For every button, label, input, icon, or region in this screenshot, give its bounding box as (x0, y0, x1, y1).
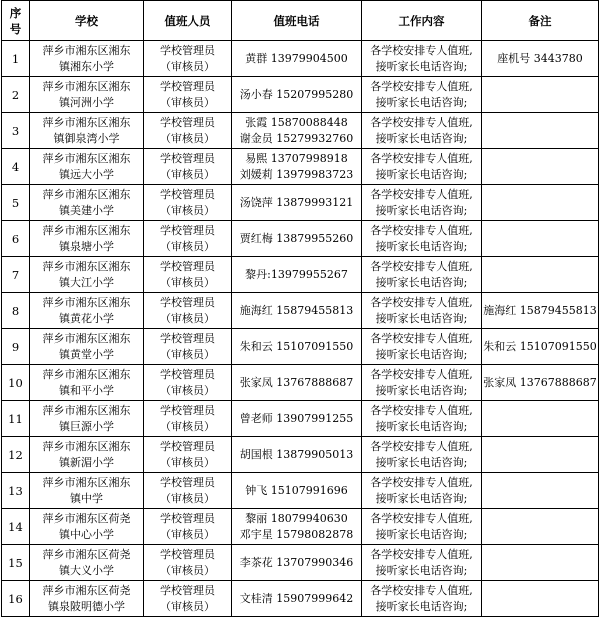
cell-work-line: 接听家长电话咨询; (375, 203, 468, 217)
cell-work (362, 437, 482, 473)
cell-index: 5 (2, 185, 30, 221)
cell-work-line: 接听家长电话咨询; (375, 419, 468, 433)
cell-school (30, 293, 144, 329)
cell-phone-line: 张家凤 13767888687 (239, 375, 354, 389)
cell-staff-line: （审核员） (160, 167, 215, 181)
cell-work-line: 接听家长电话咨询; (375, 95, 468, 109)
cell-phone-line: 汤饶萍 13879993121 (239, 195, 354, 209)
cell-phone-line: 张霞 15870088448 (245, 115, 348, 129)
cell-notes (482, 401, 599, 437)
cell-index: 8 (2, 293, 30, 329)
cell-school-line: 萍乡市湘东区荷尧 (42, 511, 131, 525)
cell-school (30, 401, 144, 437)
cell-staff-line: （审核员） (160, 383, 215, 397)
cell-school-line: 萍乡市湘东区湘东 (42, 295, 131, 309)
cell-work (362, 581, 482, 617)
cell-school-line: 萍乡市湘东区湘东 (42, 403, 131, 417)
cell-notes (482, 437, 599, 473)
cell-school-line: 萍乡市湘东区荷尧 (42, 547, 131, 561)
cell-work-line: 各学校安排专人值班, (370, 439, 473, 453)
cell-phone (232, 329, 362, 365)
cell-index: 4 (2, 149, 30, 185)
cell-school (30, 437, 144, 473)
cell-school (30, 257, 144, 293)
header-school: 学校 (30, 1, 144, 41)
cell-school-line: 萍乡市湘东区湘东 (42, 187, 131, 201)
cell-staff-line: 学校管理员 (160, 223, 215, 237)
cell-phone-line: 贾红梅 13879955260 (239, 231, 354, 245)
cell-school (30, 329, 144, 365)
cell-staff-line: （审核员） (160, 527, 215, 541)
cell-phone-line: 汤小春 15207995280 (239, 87, 354, 101)
cell-staff-line: 学校管理员 (160, 331, 215, 345)
header-index-line: 序 (9, 5, 22, 20)
cell-work-line: 接听家长电话咨询; (375, 455, 468, 469)
cell-work-line: 接听家长电话咨询; (375, 131, 468, 145)
cell-school-line: 镇黄花小学 (59, 311, 114, 325)
cell-notes: 施海红 15879455813 (482, 293, 599, 329)
header-notes: 备注 (482, 1, 599, 41)
cell-staff-line: 学校管理员 (160, 115, 215, 129)
cell-school-line: 镇中心小学 (59, 527, 114, 541)
cell-work-line: 各学校安排专人值班, (370, 583, 473, 597)
cell-notes (482, 473, 599, 509)
cell-notes: 座机号 3443780 (482, 41, 599, 77)
cell-staff (144, 221, 232, 257)
cell-staff-line: 学校管理员 (160, 511, 215, 525)
cell-work-line: 各学校安排专人值班, (370, 151, 473, 165)
cell-work (362, 149, 482, 185)
table-row (2, 41, 599, 77)
cell-school-line: 镇大义小学 (59, 563, 114, 577)
cell-work-line: 各学校安排专人值班, (370, 187, 473, 201)
cell-staff-line: （审核员） (160, 347, 215, 361)
cell-school-line: 萍乡市湘东区荷尧 (42, 583, 131, 597)
cell-staff-line: 学校管理员 (160, 151, 215, 165)
cell-work (362, 257, 482, 293)
cell-school (30, 77, 144, 113)
cell-staff (144, 41, 232, 77)
cell-notes: 张家凤 13767888687 (482, 365, 599, 401)
cell-notes (482, 77, 599, 113)
cell-work (362, 401, 482, 437)
cell-index: 1 (2, 41, 30, 77)
cell-phone-line: 朱和云 15107091550 (239, 339, 354, 353)
cell-school (30, 509, 144, 545)
cell-staff (144, 509, 232, 545)
cell-notes (482, 581, 599, 617)
cell-staff-line: 学校管理员 (160, 79, 215, 93)
header-index-line: 号 (9, 21, 22, 36)
cell-work-line: 接听家长电话咨询; (375, 527, 468, 541)
cell-notes (482, 113, 599, 149)
header-staff: 值班人员 (144, 1, 232, 41)
cell-index: 6 (2, 221, 30, 257)
cell-school-line: 镇湘东小学 (59, 59, 114, 73)
cell-school (30, 581, 144, 617)
cell-work-line: 各学校安排专人值班, (370, 115, 473, 129)
cell-phone (232, 149, 362, 185)
cell-school-line: 镇泉陂明德小学 (48, 599, 125, 613)
cell-school-line: 镇远大小学 (59, 167, 114, 181)
cell-phone (232, 41, 362, 77)
table-row (2, 257, 599, 293)
table-row (2, 221, 599, 257)
table-row (2, 401, 599, 437)
cell-school-line: 萍乡市湘东区湘东 (42, 223, 131, 237)
cell-index: 12 (2, 437, 30, 473)
cell-work-line: 接听家长电话咨询; (375, 59, 468, 73)
cell-phone (232, 185, 362, 221)
table-row (2, 473, 599, 509)
cell-work-line: 各学校安排专人值班, (370, 295, 473, 309)
cell-work (362, 41, 482, 77)
cell-work (362, 329, 482, 365)
cell-phone-line: 李茶花 13707990346 (239, 555, 354, 569)
cell-phone (232, 77, 362, 113)
table-row (2, 149, 599, 185)
cell-index: 15 (2, 545, 30, 581)
cell-phone (232, 221, 362, 257)
cell-staff (144, 77, 232, 113)
cell-phone (232, 113, 362, 149)
cell-staff (144, 365, 232, 401)
cell-school-line: 镇御泉湾小学 (53, 131, 120, 145)
table-row (2, 365, 599, 401)
cell-work-line: 各学校安排专人值班, (370, 79, 473, 93)
cell-phone-line: 黎丽 18079940630 (245, 511, 348, 525)
cell-phone (232, 437, 362, 473)
cell-school-line: 萍乡市湘东区湘东 (42, 79, 131, 93)
cell-school-line: 镇新湄小学 (59, 455, 114, 469)
table-row (2, 185, 599, 221)
cell-school (30, 41, 144, 77)
cell-work-line: 各学校安排专人值班, (370, 43, 473, 57)
cell-work-line: 各学校安排专人值班, (370, 547, 473, 561)
cell-work-line: 接听家长电话咨询; (375, 167, 468, 181)
cell-phone (232, 509, 362, 545)
header-index (2, 1, 30, 41)
cell-phone-line: 钟飞 15107991696 (245, 483, 348, 497)
cell-notes (482, 545, 599, 581)
cell-staff (144, 113, 232, 149)
cell-school (30, 365, 144, 401)
cell-index: 3 (2, 113, 30, 149)
cell-work-line: 各学校安排专人值班, (370, 259, 473, 273)
cell-staff-line: 学校管理员 (160, 403, 215, 417)
table-row (2, 113, 599, 149)
cell-school-line: 镇中学 (70, 491, 103, 505)
cell-phone (232, 401, 362, 437)
cell-index: 13 (2, 473, 30, 509)
table-row (2, 437, 599, 473)
cell-phone-line: 易熙 13707998918 (245, 151, 348, 165)
cell-phone (232, 257, 362, 293)
cell-notes: 朱和云 15107091550 (482, 329, 599, 365)
cell-work-line: 接听家长电话咨询; (375, 383, 468, 397)
cell-work-line: 各学校安排专人值班, (370, 367, 473, 381)
cell-school (30, 185, 144, 221)
cell-school-line: 萍乡市湘东区湘东 (42, 331, 131, 345)
cell-school-line: 萍乡市湘东区湘东 (42, 259, 131, 273)
cell-staff-line: 学校管理员 (160, 475, 215, 489)
cell-staff-line: 学校管理员 (160, 547, 215, 561)
cell-school-line: 萍乡市湘东区湘东 (42, 367, 131, 381)
cell-index: 14 (2, 509, 30, 545)
cell-work-line: 接听家长电话咨询; (375, 347, 468, 361)
cell-phone-line: 黄群 13979904500 (245, 51, 348, 65)
cell-staff-line: 学校管理员 (160, 259, 215, 273)
cell-phone (232, 365, 362, 401)
cell-work-line: 接听家长电话咨询; (375, 491, 468, 505)
cell-staff (144, 473, 232, 509)
cell-index: 9 (2, 329, 30, 365)
cell-work (362, 473, 482, 509)
duty-schedule-table (1, 0, 599, 617)
header-phone: 值班电话 (232, 1, 362, 41)
cell-work-line: 各学校安排专人值班, (370, 403, 473, 417)
cell-staff-line: （审核员） (160, 203, 215, 217)
cell-phone-line: 曾老师 13907991255 (239, 411, 354, 425)
cell-index: 11 (2, 401, 30, 437)
cell-index: 2 (2, 77, 30, 113)
cell-index: 10 (2, 365, 30, 401)
cell-staff-line: （审核员） (160, 455, 215, 469)
cell-staff-line: 学校管理员 (160, 295, 215, 309)
cell-phone (232, 473, 362, 509)
cell-school (30, 149, 144, 185)
cell-work-line: 接听家长电话咨询; (375, 563, 468, 577)
cell-work-line: 接听家长电话咨询; (375, 311, 468, 325)
cell-staff-line: 学校管理员 (160, 367, 215, 381)
cell-staff-line: （审核员） (160, 275, 215, 289)
cell-phone-line: 邓宇星 15798082878 (239, 527, 354, 541)
cell-work (362, 545, 482, 581)
table-row (2, 293, 599, 329)
cell-work-line: 各学校安排专人值班, (370, 223, 473, 237)
cell-staff (144, 257, 232, 293)
cell-school-line: 镇美建小学 (59, 203, 114, 217)
table-row (2, 329, 599, 365)
cell-school-line: 镇泉塘小学 (59, 239, 114, 253)
cell-staff (144, 185, 232, 221)
cell-work (362, 293, 482, 329)
cell-school-line: 萍乡市湘东区湘东 (42, 475, 131, 489)
cell-staff-line: 学校管理员 (160, 187, 215, 201)
cell-phone (232, 293, 362, 329)
cell-work (362, 365, 482, 401)
cell-staff-line: （审核员） (160, 239, 215, 253)
table-header-row (2, 1, 599, 41)
cell-staff-line: （审核员） (160, 491, 215, 505)
cell-notes (482, 185, 599, 221)
cell-phone-line: 文桂清 15907999642 (239, 591, 354, 605)
cell-index: 7 (2, 257, 30, 293)
table-row (2, 77, 599, 113)
table-row (2, 509, 599, 545)
cell-school (30, 221, 144, 257)
cell-phone-line: 刘媛莉 13979983723 (239, 167, 354, 181)
cell-phone (232, 581, 362, 617)
cell-school-line: 镇黄堂小学 (59, 347, 114, 361)
cell-staff-line: （审核员） (160, 419, 215, 433)
cell-staff-line: （审核员） (160, 59, 215, 73)
cell-work-line: 各学校安排专人值班, (370, 475, 473, 489)
cell-work (362, 113, 482, 149)
cell-staff (144, 401, 232, 437)
cell-notes (482, 509, 599, 545)
cell-phone-line: 谢金员 15279932760 (239, 131, 354, 145)
cell-staff (144, 437, 232, 473)
cell-school (30, 473, 144, 509)
cell-school-line: 萍乡市湘东区湘东 (42, 115, 131, 129)
cell-staff (144, 545, 232, 581)
cell-staff-line: 学校管理员 (160, 43, 215, 57)
cell-staff-line: （审核员） (160, 131, 215, 145)
cell-phone-line: 黎丹:13979955267 (245, 267, 348, 281)
cell-staff-line: （审核员） (160, 95, 215, 109)
cell-staff (144, 293, 232, 329)
cell-notes (482, 257, 599, 293)
cell-work-line: 各学校安排专人值班, (370, 511, 473, 525)
cell-staff-line: （审核员） (160, 599, 215, 613)
cell-school-line: 萍乡市湘东区湘东 (42, 151, 131, 165)
cell-staff-line: （审核员） (160, 563, 215, 577)
cell-work (362, 77, 482, 113)
cell-school-line: 镇大江小学 (59, 275, 114, 289)
cell-school-line: 镇和平小学 (59, 383, 114, 397)
cell-school-line: 萍乡市湘东区湘东 (42, 43, 131, 57)
cell-staff (144, 581, 232, 617)
cell-work (362, 221, 482, 257)
table-row (2, 581, 599, 617)
cell-school (30, 545, 144, 581)
table-row (2, 545, 599, 581)
table-body (2, 41, 599, 617)
cell-phone (232, 545, 362, 581)
cell-school-line: 萍乡市湘东区湘东 (42, 439, 131, 453)
cell-notes (482, 221, 599, 257)
cell-work (362, 185, 482, 221)
cell-phone-line: 胡国根 13879905013 (239, 447, 354, 461)
cell-school (30, 113, 144, 149)
cell-staff-line: 学校管理员 (160, 583, 215, 597)
cell-staff-line: 学校管理员 (160, 439, 215, 453)
cell-phone-line: 施海红 15879455813 (239, 303, 354, 317)
cell-work-line: 接听家长电话咨询; (375, 239, 468, 253)
cell-work-line: 各学校安排专人值班, (370, 331, 473, 345)
cell-work-line: 接听家长电话咨询; (375, 275, 468, 289)
header-work: 工作内容 (362, 1, 482, 41)
cell-staff (144, 149, 232, 185)
cell-staff-line: （审核员） (160, 311, 215, 325)
cell-work (362, 509, 482, 545)
cell-notes (482, 149, 599, 185)
cell-index: 16 (2, 581, 30, 617)
cell-school-line: 镇河洲小学 (59, 95, 114, 109)
cell-work-line: 接听家长电话咨询; (375, 599, 468, 613)
cell-school-line: 镇巨源小学 (59, 419, 114, 433)
cell-staff (144, 329, 232, 365)
